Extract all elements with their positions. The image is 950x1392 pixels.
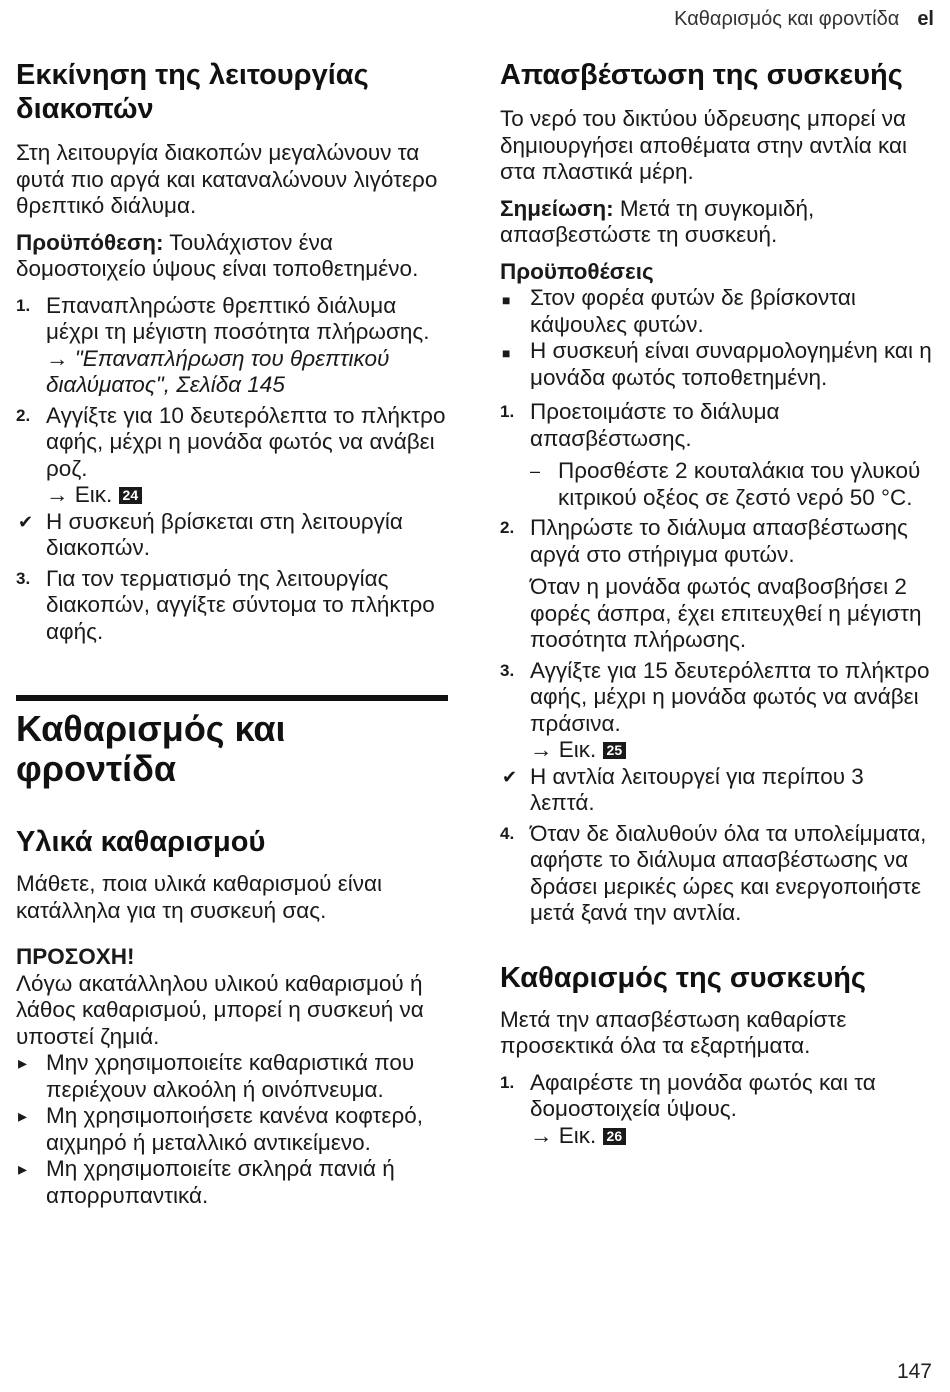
caution-bullet: ▸ Μην χρησιμοποιείτε καθαριστικά που περιέχουν αλκοόλη ή οινόπνευμα. <box>18 1050 415 1102</box>
descaling-step-2-note: Όταν η μονάδα φωτός αναβοσβήσει 2 φορές άσπρα, έχει επιτευχθεί η μέγιστη ποσότητα πλήρωσης. <box>530 574 922 652</box>
holiday-intro: Στη λειτουργία διακοπών μεγαλώνουν τα φυτά πιο αργά και καταναλώνουν λιγότερο θρεπτικό διάλυμα. <box>16 140 438 218</box>
prerequisite-item: ■ Η συσκευή είναι συναρμολογημένη και η μονάδα φωτός τοποθετημένη. <box>502 338 932 390</box>
caution-bullet: ▸ Μη χρησιμοποιείτε σκληρά πανιά ή απορρυπαντικά. <box>18 1156 395 1208</box>
descaling-substep: – Προσθέστε 2 κουταλάκια του γλυκού κιτρικού οξέος σε ζεστό νερό 50 °C. <box>530 458 921 510</box>
holiday-step-3: 3. Για τον τερματισμό της λειτουργίας διακοπών, αγγίξτε σύντομα το πλήκτρο αφής. <box>16 565 435 644</box>
left-column <box>16 58 448 1209</box>
care-section-title: Καθαρισμός και φροντίδα <box>16 708 286 789</box>
arrow-icon: → <box>46 345 69 371</box>
descaling-note: Σημείωση: Μετά τη συγκομιδή, απασβεστώστε τη συσκευή. <box>500 195 815 247</box>
materials-intro: Μάθετε, ποια υλικά καθαρισμού είναι κατάλληλα για τη συσκευή σας. <box>16 871 382 923</box>
caution-bullet: ▸ Μη χρησιμοποιήσετε κανένα κοφτερό, αιχμηρό ή μεταλλικό αντικείμενο. <box>18 1103 424 1155</box>
descaling-step-1: 1. Προετοιμάστε το διάλυμα απασβέστωσης. <box>500 399 780 451</box>
figure-number-badge: 24 <box>119 487 143 504</box>
language-code: el <box>917 8 934 30</box>
header-section: Καθαρισμός και φροντίδα <box>674 8 900 30</box>
device-cleaning-heading: Καθαρισμός της συσκευής <box>500 961 866 994</box>
figure-reference: → Εικ. <box>46 482 113 507</box>
figure-reference: → Εικ. <box>530 737 597 762</box>
triangle-bullet-icon: ▸ <box>18 1159 28 1179</box>
holiday-result: ✔ Η συσκευή βρίσκεται στη λειτουργία διακοπών. <box>18 508 403 560</box>
descaling-heading: Απασβέστωση της συσκευής <box>500 59 903 91</box>
running-header <box>674 8 934 31</box>
checkmark-icon: ✔ <box>18 511 34 532</box>
page-number: 147 <box>896 1360 932 1383</box>
prerequisite-item: ■ Στον φορέα φυτών δε βρίσκονται κάψουλες φυτών. <box>502 285 856 337</box>
right-column <box>500 58 932 1149</box>
prerequisites-heading: Προϋποθέσεις <box>500 258 654 284</box>
figure-reference: → Εικ. <box>530 1122 597 1148</box>
cleaning-intro: Μετά την απασβέστωση καθαρίστε προσεκτικά όλα τα εξαρτήματα. <box>500 1006 847 1058</box>
holiday-step-1: 1. Επαναπληρώστε θρεπτικό διάλυμα μέχρι τη μέγιστη ποσότητα πλήρωσης. → "Επαναπλήρωση του θρεπτικού διαλύματος", Σελίδα 145 <box>16 292 430 397</box>
figure-number-badge: 26 <box>603 1128 627 1145</box>
cleaning-step-1: 1. Αφαιρέστε τη μονάδα φωτός και τα δομοστοιχεία ύψους. → Εικ. 26 <box>500 1069 876 1148</box>
descaling-step-3: 3. Αγγίξτε για 15 δευτερόλεπτα το πλήκτρο αφής, μέχρι η μονάδα φωτός να ανάβει πράσινα. → Εικ. 25 <box>500 657 930 762</box>
dash-bullet-icon: – <box>530 461 541 481</box>
caution-text: Λόγω ακατάλληλου υλικού καθαρισμού ή λάθος καθαρισμού, μπορεί η συσκευή να υποστεί ζημιά. <box>16 970 424 1049</box>
holiday-mode-heading: Εκκίνηση της λειτουργίας διακοπών <box>16 59 369 125</box>
checkmark-icon: ✔ <box>502 766 518 787</box>
figure-number-badge: 25 <box>603 742 627 759</box>
descaling-intro: Το νερό του δικτύου ύδρευσης μπορεί να δημιουργήσει αποθέματα στην αντλία και στα πλαστικά μέρη. <box>500 106 908 184</box>
triangle-bullet-icon: ▸ <box>18 1106 28 1126</box>
page-reference-link[interactable]: "Επαναπλήρωση του θρεπτικού διαλύματος", Σελίδα 145 <box>46 345 390 397</box>
descaling-step-4: 4. Όταν δε διαλυθούν όλα τα υπολείμματα, αφήστε το διάλυμα απασβέστωσης να δράσει μερικές ώρες και ενεργοποιήστε μετά ξανά την αντλία. <box>500 820 927 925</box>
descaling-result: ✔ Η αντλία λειτουργεί για περίπου 3 λεπτά. <box>502 763 864 815</box>
cleaning-materials-heading: Υλικά καθαρισμού <box>16 826 266 858</box>
square-bullet-icon: ■ <box>502 292 511 308</box>
caution-label: ΠΡΟΣΟΧΗ! <box>16 944 135 969</box>
holiday-prerequisite: Προϋπόθεση: Τουλάχιστον ένα δομοστοιχείο ύψους είναι τοποθετημένο. <box>16 229 419 281</box>
holiday-step-2: 2. Αγγίξτε για 10 δευτερόλεπτα το πλήκτρο αφής, μέχρι η μονάδα φωτός να ανάβει ροζ. → Εικ. 24 <box>16 402 446 507</box>
descaling-step-2: 2. Πληρώστε το διάλυμα απασβέστωσης αργά στο στήριγμα φυτών. <box>500 515 908 567</box>
square-bullet-icon: ■ <box>502 345 511 361</box>
triangle-bullet-icon: ▸ <box>18 1053 28 1073</box>
